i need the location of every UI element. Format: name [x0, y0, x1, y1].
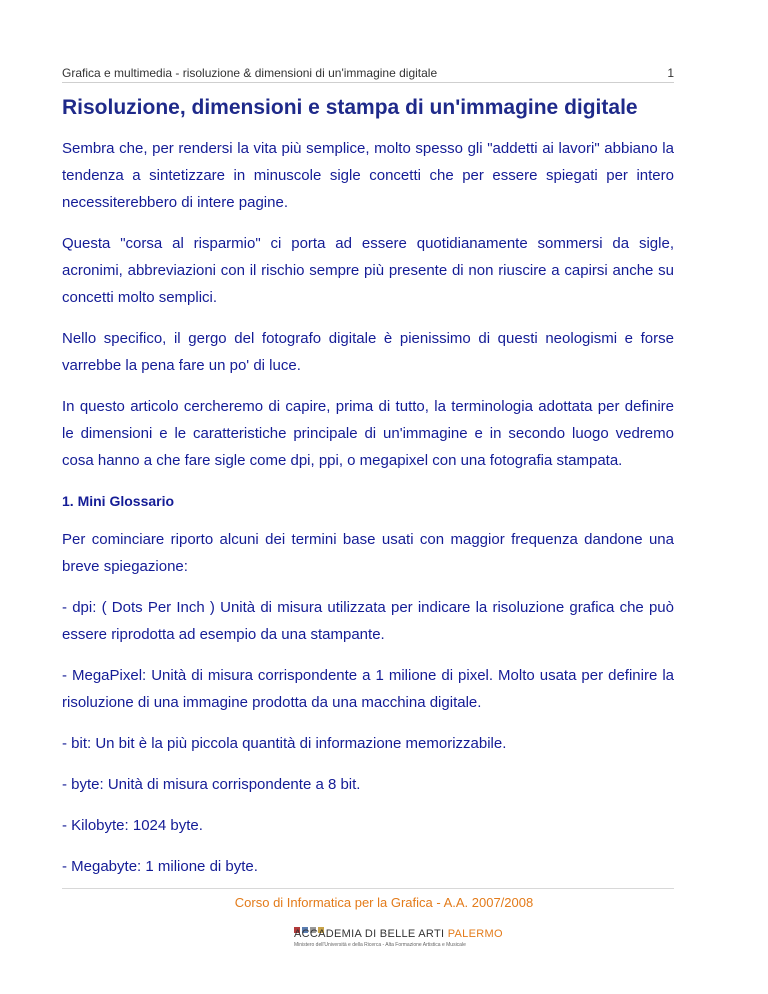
logo-mark-icon	[294, 920, 326, 926]
section-intro: Per cominciare riporto alcuni dei termini base usati con maggior frequenza dandone una breve spiegazione:	[62, 531, 674, 575]
paragraph: In questo articolo cercheremo di capire, prima di tutto, la terminologia adottata per definire le dimensioni e le caratteristiche principale di un'immagine e in secondo luogo vedremo cosa hanno a che fare sigle come dpi, ppi, o megapixel con una fotografia stampata.	[62, 398, 674, 469]
document-body	[62, 135, 674, 894]
page-number: 1	[667, 66, 674, 80]
glossary-item: - byte: Unità di misura corrispondente a 8 bit.	[62, 776, 361, 793]
logo-name	[294, 928, 503, 940]
glossary-item: - bit: Un bit è la più piccola quantità di informazione memorizzabile.	[62, 735, 507, 752]
paragraph: Sembra che, per rendersi la vita più semplice, molto spesso gli "addetti ai lavori" abbiano la tendenza a sintetizzare in minuscole sigle concetti che per essere spiegati per intero necessiterebbero di intere pagine.	[62, 140, 674, 211]
glossary-item: - Kilobyte: 1024 byte.	[62, 817, 203, 834]
logo-subtitle: Ministero dell'Università e della Ricerca - Alta Formazione Artistica e Musicale	[294, 942, 466, 948]
logo-name-part2: PALERMO	[447, 928, 503, 940]
paragraph: Questa "corsa al risparmio" ci porta ad essere quotidianamente sommersi da sigle, acronimi, abbreviazioni con il rischio sempre più presente di non riuscire a capirsi anche su concetti molto semplici.	[62, 235, 674, 306]
header-text: Grafica e multimedia - risoluzione & dimensioni di un'immagine digitale	[62, 66, 438, 80]
section-heading: 1. Mini Glossario	[62, 493, 175, 509]
footer-text: Corso di Informatica per la Grafica - A.A. 2007/2008	[234, 895, 534, 910]
academy-logo	[294, 918, 524, 952]
logo-name-part1: ACCADEMIA DI BELLE ARTI	[294, 928, 445, 940]
glossary-item: - MegaPixel: Unità di misura corrispondente a 1 milione di pixel. Molto usata per definire la risoluzione di una immagine prodotta da una macchina digitale.	[62, 667, 674, 711]
page-header	[62, 62, 674, 83]
glossary-item: - dpi: ( Dots Per Inch ) Unità di misura utilizzata per indicare la risoluzione grafica che può essere riprodotta ad esempio da una stampante.	[62, 599, 674, 643]
footer-divider	[62, 888, 674, 889]
glossary-item: - Megabyte: 1 milione di byte.	[62, 858, 258, 875]
document-title: Risoluzione, dimensioni e stampa di un'immagine digitale	[62, 96, 638, 119]
paragraph: Nello specifico, il gergo del fotografo digitale è pienissimo di questi neologismi e forse varrebbe la pena fare un po' di luce.	[62, 330, 674, 374]
